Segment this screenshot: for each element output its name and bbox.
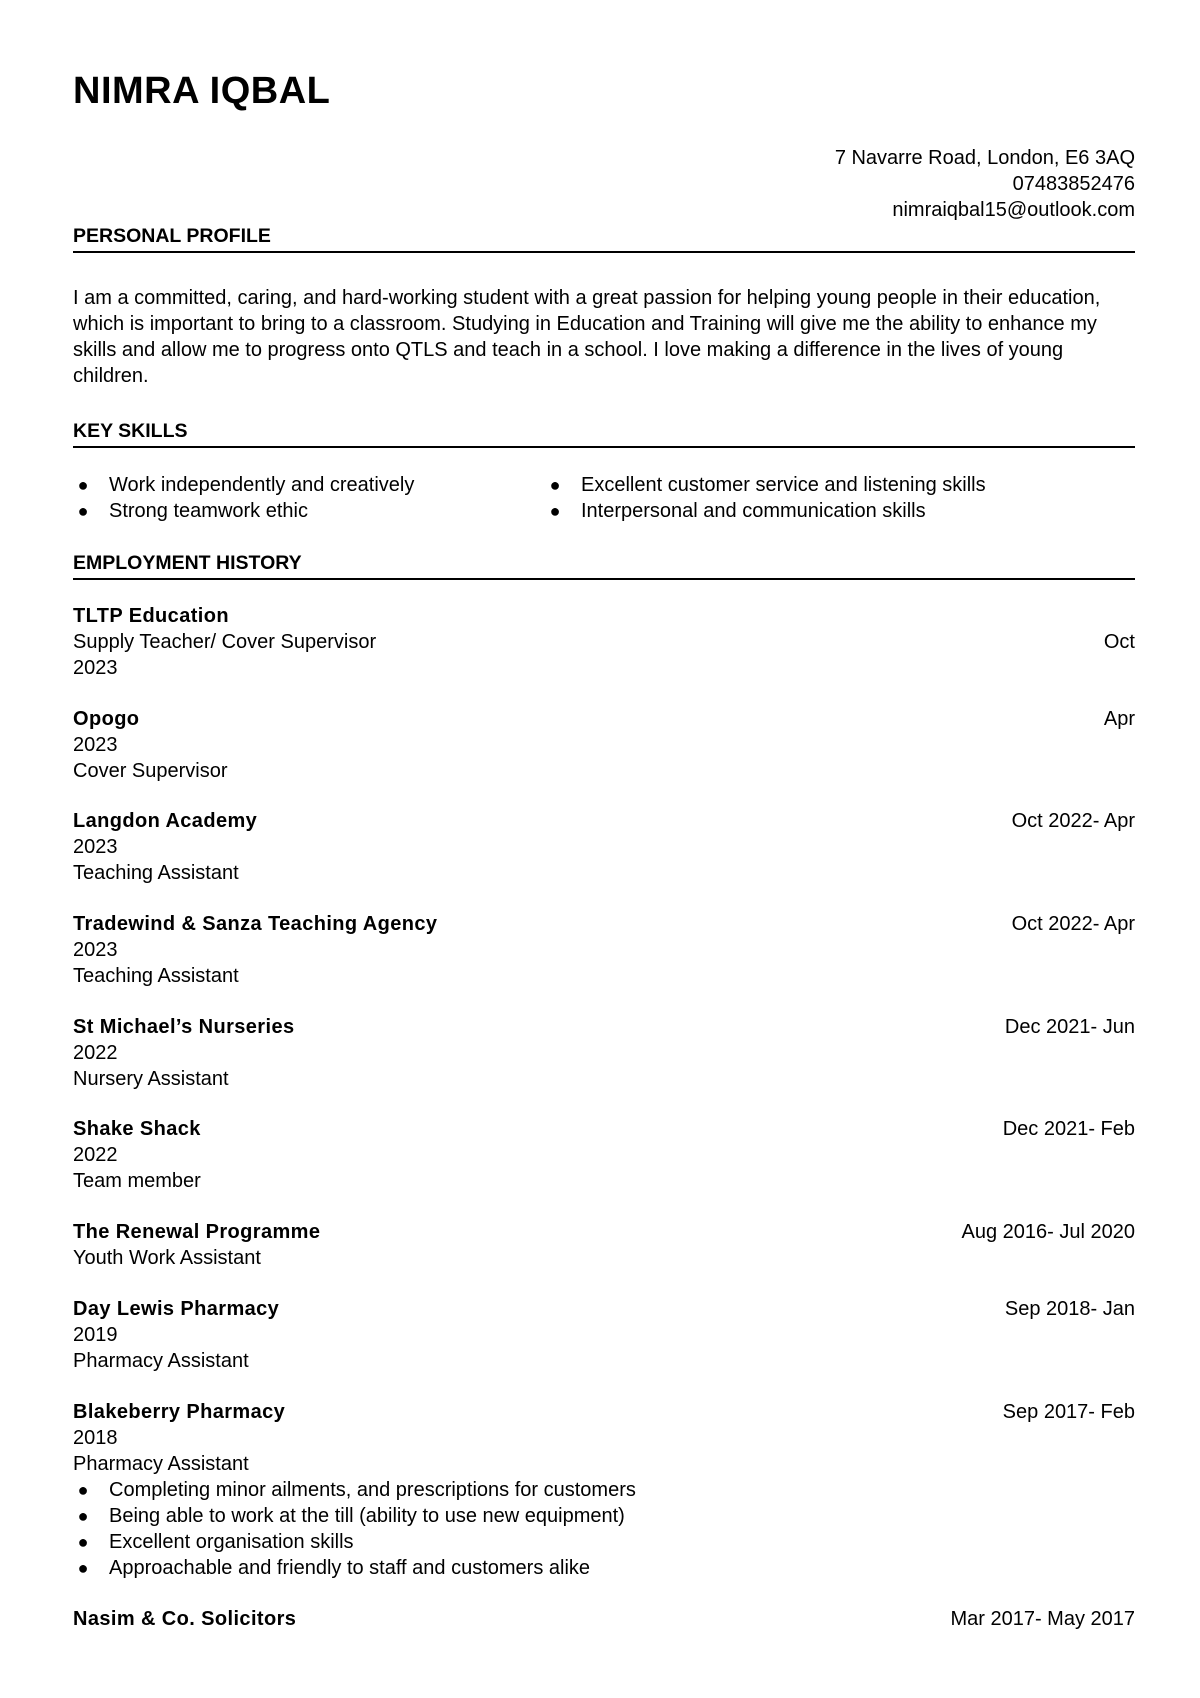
job-dates: Aug 2016- Jul 2020	[961, 1221, 1135, 1243]
job-entry	[73, 603, 1135, 681]
job-duty-item: ● Being able to work at the till (ability to use new equipment)	[73, 1503, 1135, 1529]
job-entry	[73, 911, 1135, 989]
bullet-icon: ●	[77, 475, 89, 495]
job-role: Cover Supervisor	[73, 760, 228, 782]
job-dates: Oct 2022- Apr	[1011, 810, 1135, 832]
job-year: 2022	[73, 1144, 118, 1166]
skill-item: ● Strong teamwork ethic	[73, 498, 543, 524]
job-dates: Apr	[1103, 708, 1135, 730]
job-entry	[73, 1296, 1135, 1374]
job-year: 2019	[73, 1324, 118, 1346]
skills-column-right	[545, 472, 1015, 524]
job-role: Supply Teacher/ Cover Supervisor	[73, 631, 377, 653]
section-title-key-skills: KEY SKILLS	[73, 420, 1135, 448]
job-dates: Dec 2021- Feb	[1002, 1118, 1135, 1140]
job-dates: Sep 2017- Feb	[1002, 1401, 1135, 1423]
bullet-icon: ●	[549, 475, 561, 495]
job-year: 2023	[73, 836, 118, 858]
job-company: Day Lewis Pharmacy	[73, 1298, 280, 1320]
job-entry	[73, 1606, 1135, 1632]
job-dates: Dec 2021- Jun	[1004, 1016, 1135, 1038]
email-address: nimraiqbal15@outlook.com	[892, 199, 1135, 221]
job-entry	[73, 1399, 1135, 1581]
candidate-name: NIMRA IQBAL	[73, 70, 331, 112]
bullet-icon: ●	[77, 1506, 89, 1526]
job-entry	[73, 706, 1135, 784]
bullet-icon: ●	[77, 1480, 89, 1500]
job-role: Teaching Assistant	[73, 862, 239, 884]
job-dates: Mar 2017- May 2017	[950, 1608, 1135, 1630]
bullet-icon: ●	[77, 1558, 89, 1578]
skills-column-left	[73, 472, 543, 524]
job-role: Teaching Assistant	[73, 965, 239, 987]
job-year: 2018	[73, 1427, 118, 1449]
job-year: 2023	[73, 657, 118, 679]
job-role: Nursery Assistant	[73, 1068, 229, 1090]
job-role: Youth Work Assistant	[73, 1247, 261, 1269]
section-title-employment-history: EMPLOYMENT HISTORY	[73, 552, 1135, 580]
job-duty-item: ● Approachable and friendly to staff and customers alike	[73, 1555, 1135, 1581]
job-dates: Sep 2018- Jan	[1004, 1298, 1135, 1320]
job-dates: Oct	[1103, 631, 1135, 653]
address: 7 Navarre Road, London, E6 3AQ	[834, 147, 1135, 169]
job-entry	[73, 1014, 1135, 1092]
contact-block	[835, 145, 1135, 223]
job-duty-item: ● Completing minor ailments, and prescriptions for customers	[73, 1477, 1135, 1503]
job-role: Pharmacy Assistant	[73, 1350, 249, 1372]
job-year: 2023	[73, 734, 118, 756]
job-entry	[73, 808, 1135, 886]
skill-item: ● Work independently and creatively	[73, 472, 543, 498]
job-company: Blakeberry Pharmacy	[73, 1401, 286, 1423]
job-entry	[73, 1219, 1135, 1271]
job-company: Shake Shack	[73, 1118, 201, 1140]
job-company: Opogo	[73, 708, 140, 730]
job-entry	[73, 1116, 1135, 1194]
job-duties-list	[73, 1477, 1135, 1581]
bullet-icon: ●	[549, 501, 561, 521]
section-title-personal-profile: PERSONAL PROFILE	[73, 225, 1135, 253]
job-year: 2023	[73, 939, 118, 961]
job-company: Nasim & Co. Solicitors	[73, 1608, 297, 1630]
job-role: Pharmacy Assistant	[73, 1453, 249, 1475]
job-company: The Renewal Programme	[73, 1221, 321, 1243]
profile-text: I am a committed, caring, and hard-working student with a great passion for helping young people in their education, which is important to bring to a classroom. Studying in Education and Training will give me the ability to enhance my skills and allow me to progress onto QTLS and teach in a school. I love making a difference in the lives of young children.	[73, 287, 1101, 387]
bullet-icon: ●	[77, 1532, 89, 1552]
bullet-icon: ●	[77, 501, 89, 521]
job-year: 2022	[73, 1042, 118, 1064]
job-company: TLTP Education	[73, 605, 229, 627]
skill-item: ● Interpersonal and communication skills	[545, 498, 1015, 524]
job-role: Team member	[73, 1170, 201, 1192]
job-company: Tradewind & Sanza Teaching Agency	[73, 913, 438, 935]
job-duty-item: ● Excellent organisation skills	[73, 1529, 1135, 1555]
job-company: Langdon Academy	[73, 810, 258, 832]
skill-item: ● Excellent customer service and listening skills	[545, 472, 1015, 498]
job-company: St Michael’s Nurseries	[73, 1016, 295, 1038]
job-dates: Oct 2022- Apr	[1011, 913, 1135, 935]
phone-number: 07483852476	[1012, 173, 1135, 195]
